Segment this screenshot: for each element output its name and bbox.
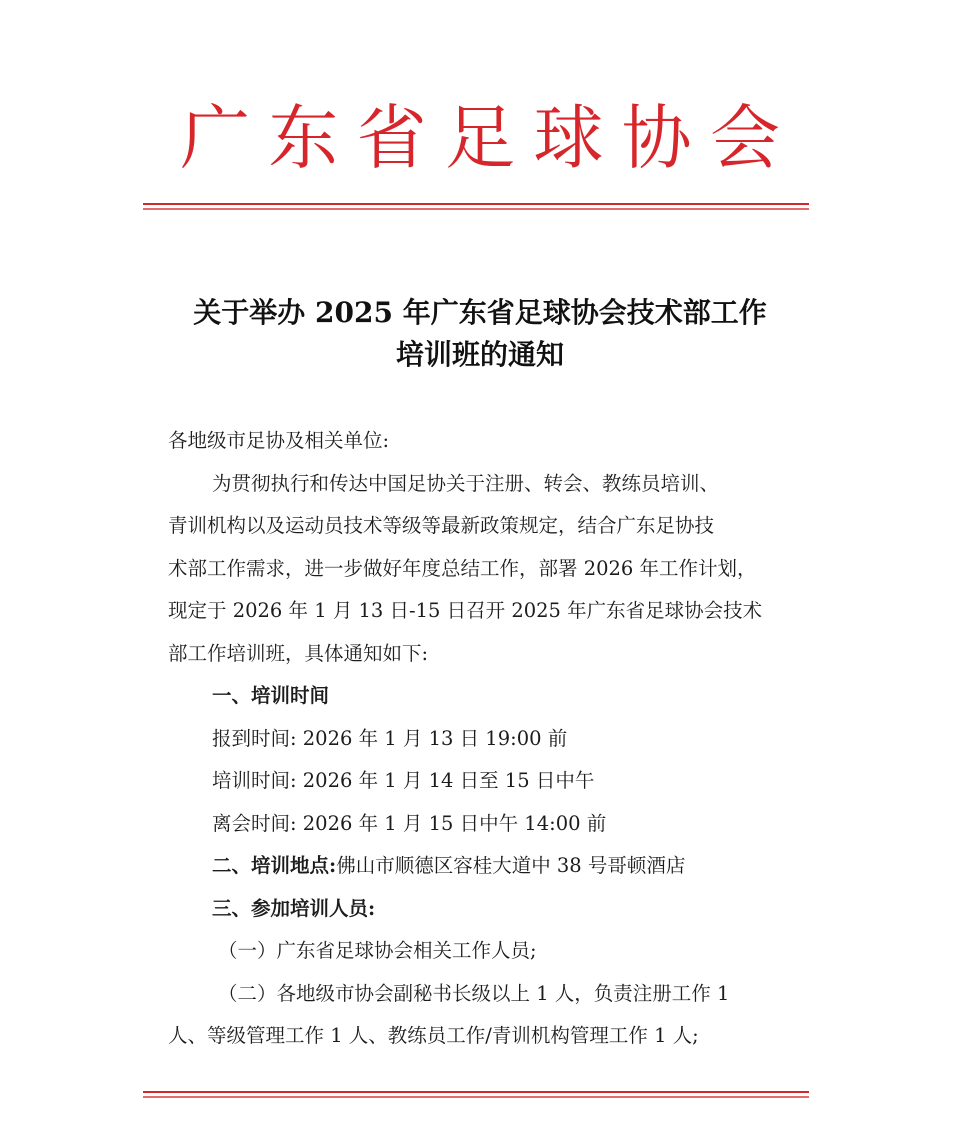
intro-paragraph-line: 青训机构以及运动员技术等级等最新政策规定，结合广东足协技 bbox=[168, 514, 715, 537]
letterhead-char: 协 bbox=[621, 97, 692, 179]
intro-paragraph-line: 术部工作需求，进一步做好年度总结工作，部署 2026 年工作计划， bbox=[168, 556, 757, 580]
letterhead-char: 省 bbox=[356, 97, 427, 179]
letterhead-char: 球 bbox=[533, 97, 604, 179]
letterhead-char: 会 bbox=[709, 97, 780, 179]
notice-title-line-1: 关于举办 2025 年广东省足球协会技术部工作 bbox=[193, 296, 767, 329]
header-red-rule bbox=[143, 203, 809, 205]
section-heading-training-location: 二、培训地点: bbox=[212, 854, 337, 877]
header-red-rule-secondary bbox=[143, 208, 809, 210]
letterhead-char: 广 bbox=[180, 97, 250, 179]
participant-item-2-line-1: （二）各地级市协会副秘书长级以上 1 人，负责注册工作 1 bbox=[218, 981, 730, 1005]
section-heading-participants: 三、参加培训人员: bbox=[212, 896, 376, 920]
intro-paragraph-line: 部工作培训班，具体通知如下: bbox=[168, 641, 429, 665]
participant-item-1: （一）广东省足球协会相关工作人员; bbox=[218, 939, 537, 962]
training-location-value: 佛山市顺德区容桂大道中 38 号哥顿酒店 bbox=[336, 854, 686, 877]
participant-item-2-line-2: 人、等级管理工作 1 人、教练员工作/青训机构管理工作 1 人; bbox=[168, 1024, 699, 1047]
intro-paragraph-line: 为贯彻执行和传达中国足协关于注册、转会、教练员培训、 bbox=[212, 471, 720, 495]
intro-paragraph-line: 现定于 2026 年 1 月 13 日-15 日召开 2025 年广东省足球协会技术 bbox=[168, 599, 763, 622]
notice-title-line-2: 培训班的通知 bbox=[395, 338, 564, 371]
letterhead-char: 足 bbox=[444, 97, 515, 179]
notice-body bbox=[168, 420, 798, 1058]
salutation: 各地级市足协及相关单位: bbox=[168, 429, 390, 452]
footer-red-rule-secondary bbox=[143, 1096, 809, 1098]
section-training-location bbox=[168, 845, 798, 888]
footer-red-rule bbox=[143, 1091, 809, 1093]
letterhead-char: 东 bbox=[268, 97, 339, 179]
section-heading-training-time: 一、培训时间 bbox=[212, 684, 330, 707]
leave-time: 离会时间: 2026 年 1 月 15 日中午 14:00 前 bbox=[212, 811, 607, 835]
notice-title bbox=[140, 292, 820, 376]
training-time: 培训时间: 2026 年 1 月 14 日至 15 日中午 bbox=[212, 769, 595, 792]
organization-letterhead bbox=[140, 88, 820, 188]
report-time: 报到时间: 2026 年 1 月 13 日 19:00 前 bbox=[212, 726, 568, 750]
